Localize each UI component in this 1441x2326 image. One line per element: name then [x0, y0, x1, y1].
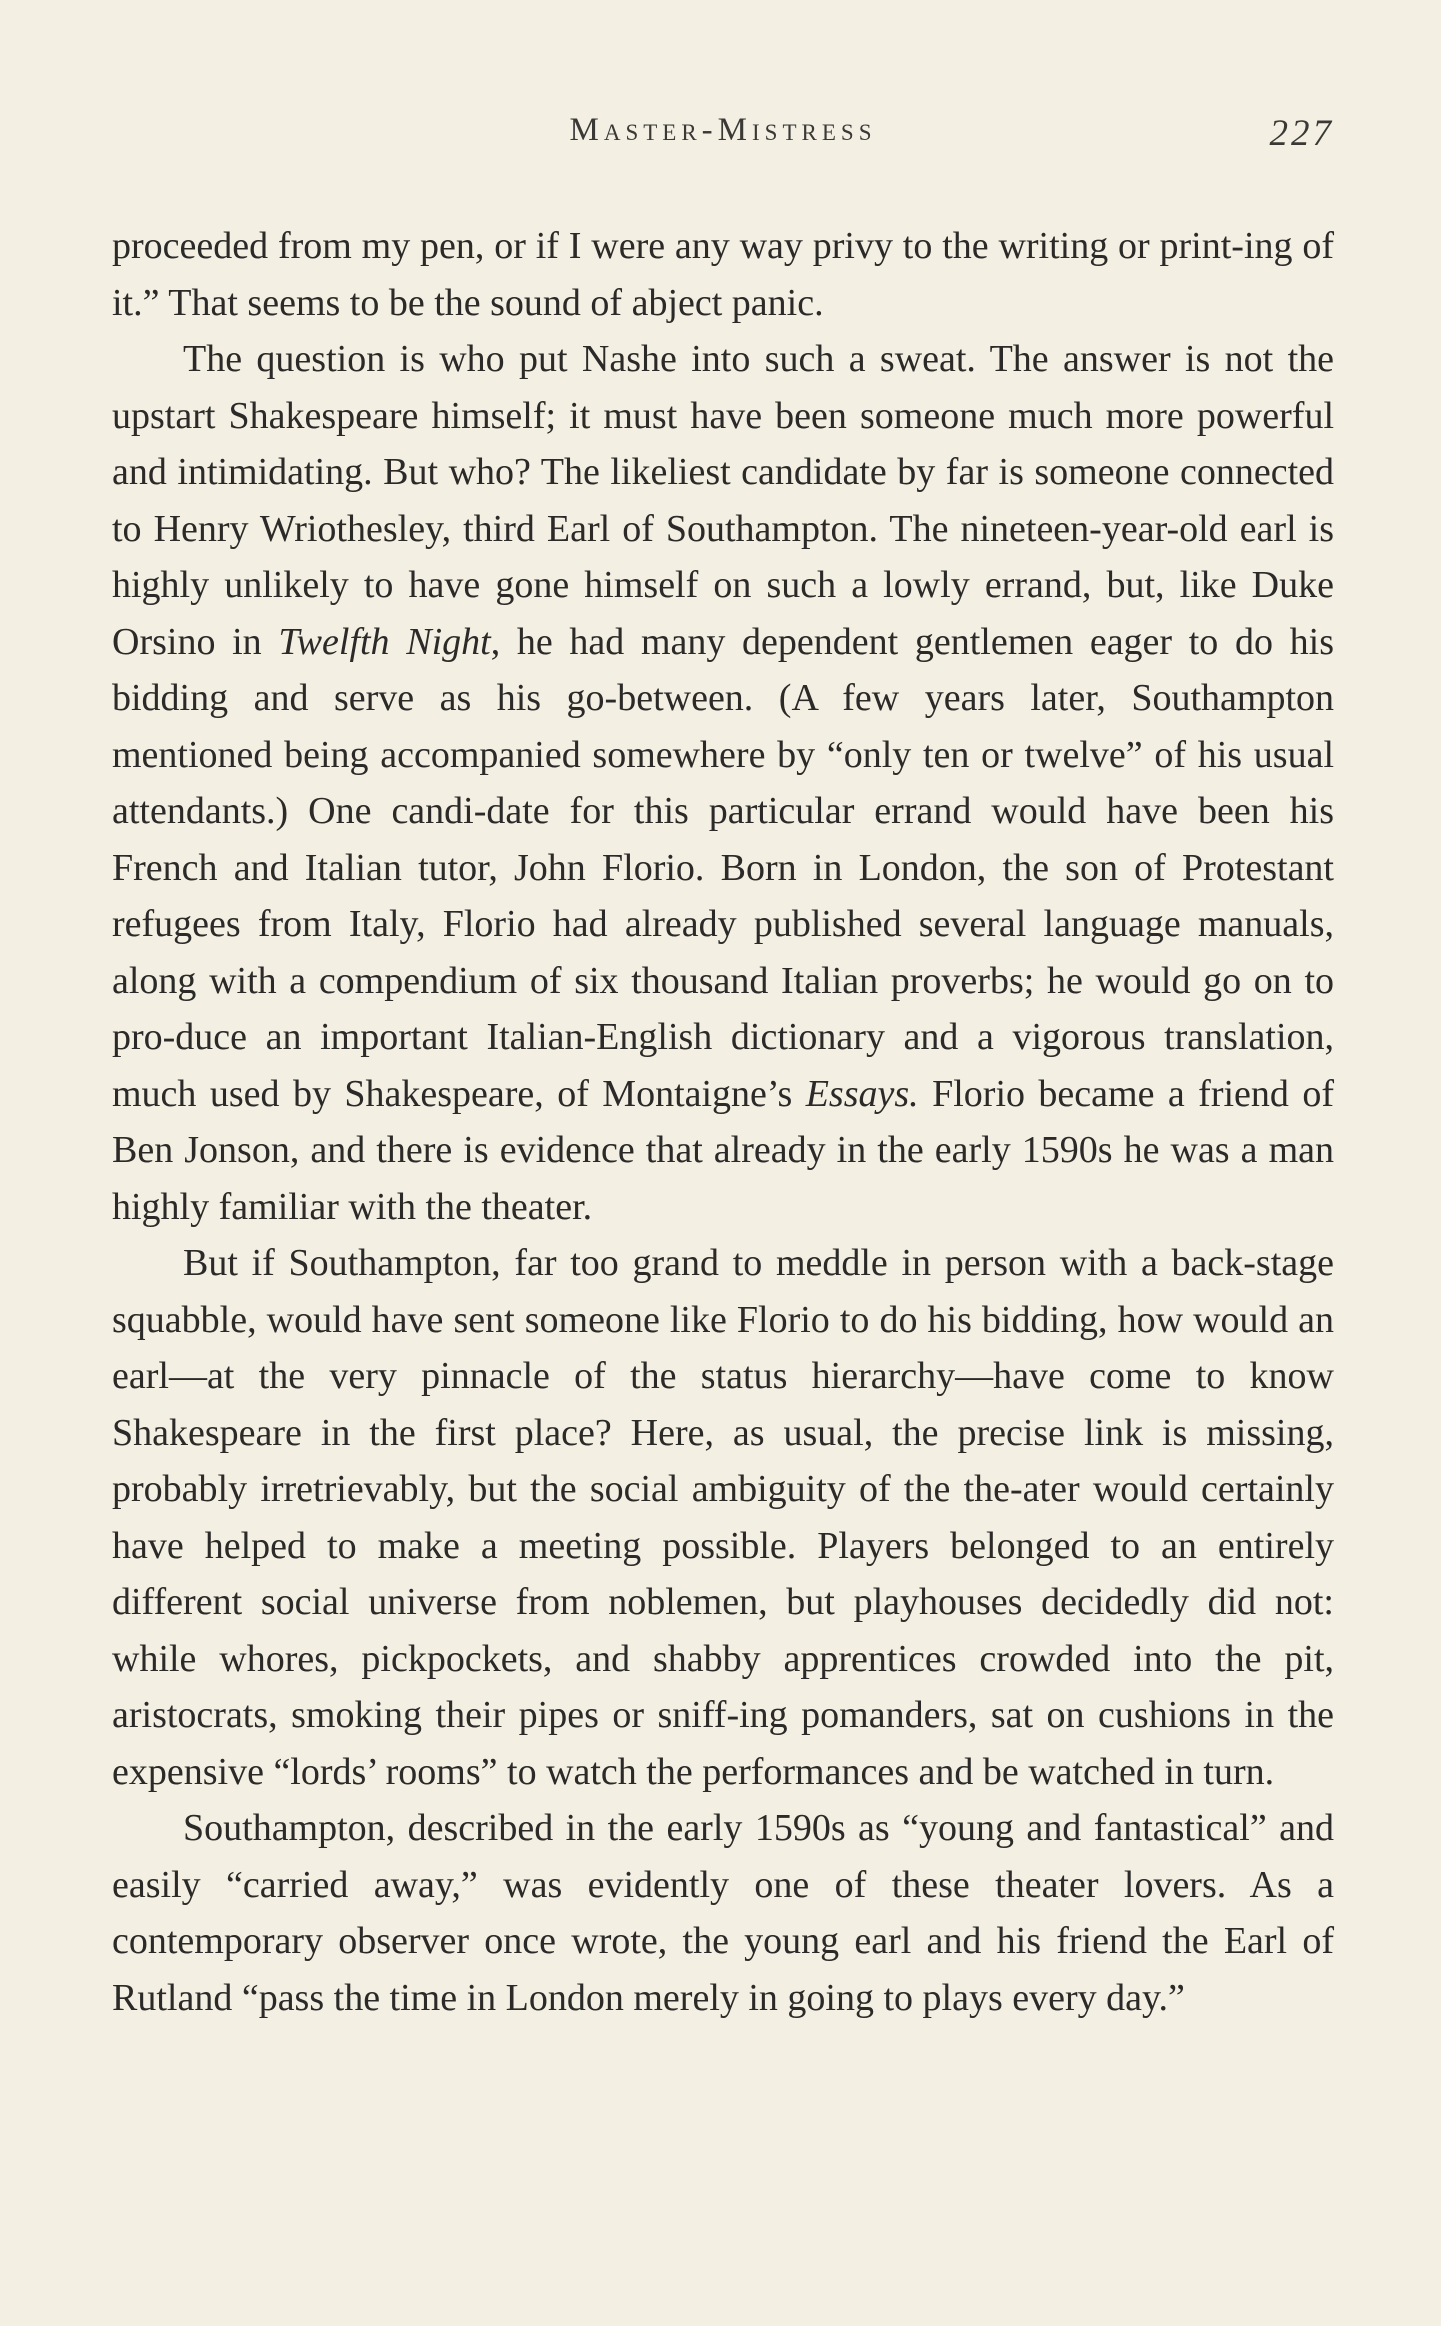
paragraph-southampton-theater: But if Southampton, far too grand to meddle in person with a back-stage squabble, would have sent someone like Florio to do his bidding, how would an earl—at the very pinnacle of the status hierarchy—have come to know Shakespeare in the first place? Here, as usual, the precise link is missing, probably irretrievably, but the social ambiguity of the the-ater would certainly have helped to make a meeting possible. Players belonged to an entirely different social universe from noblemen, but playhouses decidedly did not: while whores, pickpockets, and shabby apprentices crowded into the pit, aristocrats, smoking their pipes or sniff-ing pomanders, sat on cushions in the expensive “lords’ rooms” to watch the performances and be watched in turn.: [112, 1242, 1334, 1793]
work-title-twelfth-night: Twelfth Night: [278, 620, 491, 663]
work-title-essays: Essays.: [805, 1072, 919, 1115]
running-title: Master-Mistress: [569, 112, 877, 148]
paragraph-text: The question is who put Nashe into such a sweat. The answer is not the upstart Shakespeare himself; it must have been someone much more powerful and intimidating. But who? The likeliest candidate by far is someone connected to Henry Wriothesley, third Earl of Southampton. The nineteen-year-old earl is highly unlikely to have gone himself on such a lowly errand, but, like Duke Orsino in: [112, 338, 1334, 663]
paragraph-text: Florio became a friend of Ben Jonson, and there is evidence that already in the early 1590s he was a man highly familiar with the theater.: [112, 1072, 1335, 1228]
paragraph-text: , he had many dependent gentlemen eager to do his bidding and serve as his go-between. (A few years later, Southampton mentioned being accompanied somewhere by “only ten or twelve” of his usual attendants.) One candi-date for this particular errand would have been his French and Italian tutor, John Florio. Born in London, the son of Protestant refugees from Italy, Florio had already published several language manuals, along with a compendium of six thousand Italian proverbs; he would go on to pro-duce an important Italian-English dictionary and a vigorous translation, much used by Shakespeare, of Montaigne’s: [112, 620, 1335, 1115]
paragraph-continued: proceeded from my pen, or if I were any way privy to the writing or print-ing of it.” That seems to be the sound of abject panic.: [112, 225, 1334, 324]
running-head: [112, 112, 1334, 160]
body-text: [112, 218, 1334, 2026]
paragraph-theater-lovers: Southampton, described in the early 1590s as “young and fantastical” and easily “carried away,” was evidently one of these theater lovers. As a contemporary observer once wrote, the young earl and his friend the Earl of Rutland “pass the time in London merely in going to plays every day.”: [112, 1807, 1334, 2019]
paragraph-nashe-question: [112, 331, 1334, 1235]
page-number: 227: [1269, 113, 1334, 154]
